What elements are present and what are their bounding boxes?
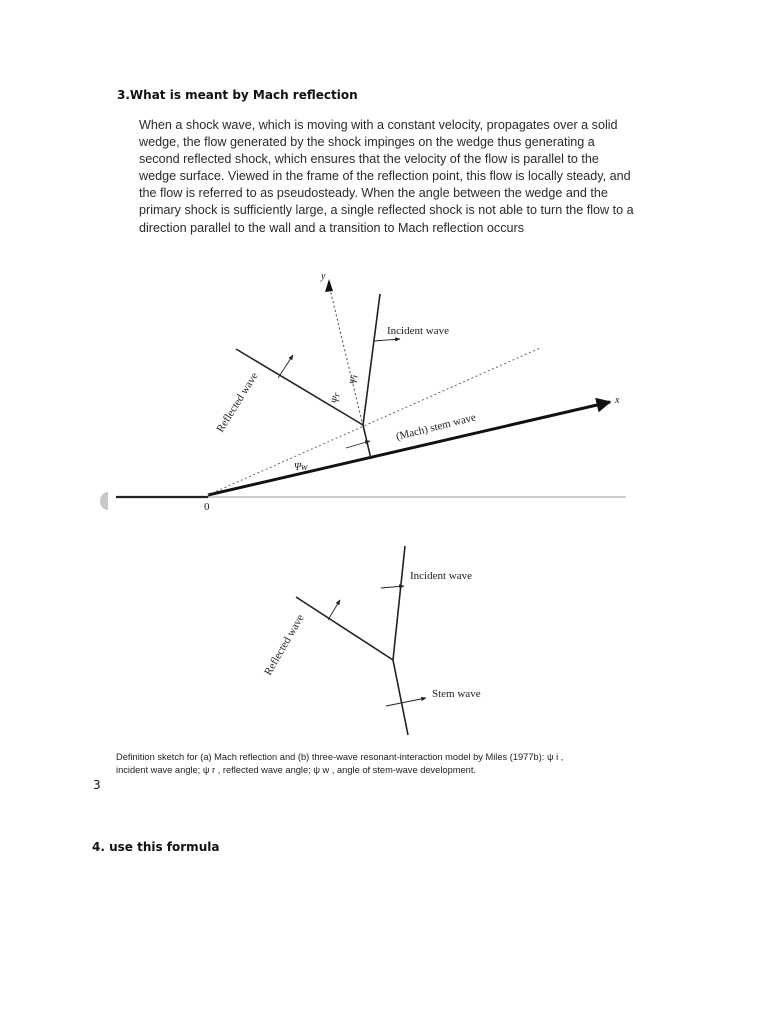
incident-wave-label: Incident wave xyxy=(387,325,449,337)
paragraph-line: When a shock wave, which is moving with a constant velocity, propagates over a solid xyxy=(139,118,618,132)
reflected-wave-label-b: Reflected wave xyxy=(262,612,307,678)
origin-label: 0 xyxy=(204,501,210,513)
paragraph-line: primary shock is sufficiently large, a single reflected shock is not able to turn the flow to a xyxy=(139,203,634,218)
paragraph-line: the flow is referred to as pseudosteady. When the angle between the wedge and the xyxy=(139,186,608,201)
reflected-direction-arrow-b xyxy=(328,600,340,620)
stem-direction-arrow-b xyxy=(386,698,426,706)
paragraph-line: wedge surface. Viewed in the frame of the reflection point, this flow is locally steady, and xyxy=(139,169,631,184)
stem-wave-label-b: Stem wave xyxy=(432,688,481,700)
reflected-wave-line xyxy=(236,349,363,425)
stem-wave-label: (Mach) stem wave xyxy=(394,411,478,443)
figure-caption xyxy=(116,751,636,777)
incident-wave-line-b xyxy=(393,546,405,660)
psi-w-label: Ψw xyxy=(294,462,308,473)
reflected-wave-line-b xyxy=(296,597,393,660)
incident-wave-label-b: Incident wave xyxy=(410,570,472,582)
stem-wave-line-b xyxy=(393,660,408,735)
dotted-reference-line xyxy=(208,348,540,495)
y-axis-arrowhead xyxy=(325,279,333,292)
x-axis-label: x xyxy=(615,395,620,406)
caption-line: Definition sketch for (a) Mach reflection and (b) three-wave resonant-interaction model by Miles (1977b): ψ i , xyxy=(116,752,564,762)
paragraph-line: wedge, the flow generated by the shock impinges on the wedge thus generating a xyxy=(139,135,595,150)
x-axis-wedge-surface xyxy=(208,402,610,495)
figure-b-three-wave-model xyxy=(262,546,480,735)
incident-wave-line xyxy=(363,294,380,425)
section-3-heading: 3.What is meant by Mach reflection xyxy=(117,88,358,102)
paragraph-line: direction parallel to the wall and a transition to Mach reflection occurs xyxy=(139,220,525,235)
psi-r-label: Ψr xyxy=(330,391,343,405)
reflected-wave-label: Reflected wave xyxy=(214,370,261,435)
stem-direction-arrow xyxy=(346,441,370,448)
reflected-direction-arrow xyxy=(278,355,293,378)
section-4-heading: 4. use this formula xyxy=(92,840,220,854)
y-axis-label: y xyxy=(321,271,326,282)
paragraph-line: second reflected shock, which ensures that the velocity of the flow is parallel to the xyxy=(139,152,599,167)
page-number: 3 xyxy=(93,778,101,792)
figure-a-mach-reflection xyxy=(100,271,626,513)
psi-i-label: Ψi xyxy=(348,373,361,386)
incident-direction-arrow xyxy=(374,339,400,341)
page-edge-marker xyxy=(100,492,108,510)
caption-line: incident wave angle; ψ r , reflected wave angle; ψ w , angle of stem-wave development. xyxy=(116,765,477,775)
